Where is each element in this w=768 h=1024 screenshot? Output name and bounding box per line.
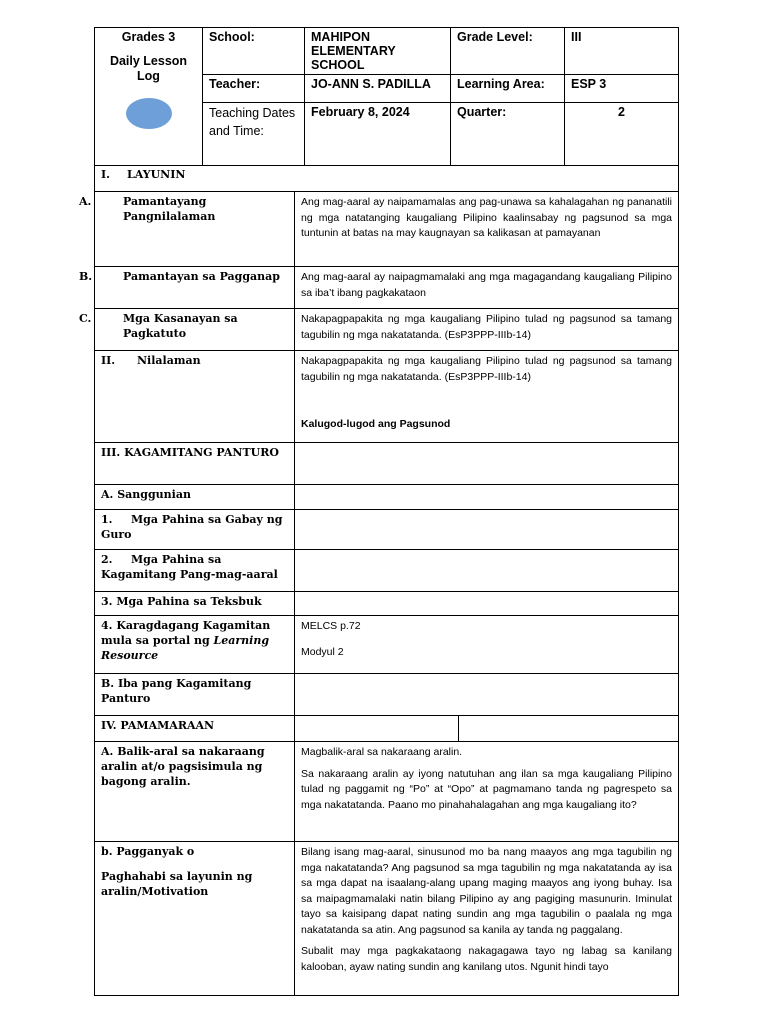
teacher-value: JO-ANN S. PADILLA [305,75,451,103]
modyul-reference: Modyul 2 [301,645,344,658]
balik-aral-p2: Sa nakaraang aralin ay iyong natutuhan ang ilan sa mga kaugaliang Pilipino tulad ng paggamit ng “Po” at “Opo” at pagmamano tanda ng pagrespeto sa mga nakatatanda. Paano mo pinahahalagahan ang mga kaugaliang ito? [301,767,673,811]
mga-kasanayan-label: C. Mga Kasanayan sa Pagkatuto [95,309,295,351]
quarter-label: Quarter: [451,103,565,166]
dates-label: Teaching Dates and Time: [203,103,305,166]
nilalaman-topic: Kalugod-lugod ang Pagsunod [301,418,451,430]
karagdagang-kagamitan-value [295,616,679,674]
karagdagang-kagamitan-label: 4. Karagdagang Kagamitan mula sa portal ng Learning Resource [95,616,295,674]
pamamaraan-cell-2 [459,716,679,742]
kagamitang-pang-mag-aaral-value [295,550,679,592]
gabay-ng-guro-label: 1. Mga Pahina sa Gabay ng Guro [95,510,295,550]
balik-aral-label: A. Balik-aral sa nakaraang aralin at/o pagsisimula ng bagong aralin. [95,742,295,842]
nilalaman-label: II. Nilalaman [95,351,295,443]
school-value: MAHIPON ELEMENTARY SCHOOL [305,28,451,75]
sanggunian-value [295,485,679,510]
kagamitang-panturo-value [295,443,679,485]
grade-level-label: Grade Level: [451,28,565,75]
learning-area-value: ESP 3 [565,75,679,103]
school-logo-icon [126,98,172,129]
nilalaman-value [295,351,679,443]
balik-aral-p1: Magbalik-aral sa nakaraang aralin. [301,746,463,758]
header-table [94,27,679,166]
teksbuk-label: 3. Mga Pahina sa Teksbuk [95,592,295,616]
quarter-value: 2 [565,103,679,166]
dates-value: February 8, 2024 [305,103,451,166]
pamamaraan-heading: IV. PAMAMARAAN [95,716,295,742]
pamamaraan-cell-1 [295,716,459,742]
nilalaman-text: Nakapagpapakita ng mga kaugaliang Pilipino tulad ng pagsunod sa tamang tagubilin ng mga nakatatanda. (EsP3PPP-IIIb-14) [301,355,673,383]
pamantayan-sa-pagganap-label: B. Pamantayan sa Pagganap [95,267,295,309]
pamantayang-pangnilalaman-value: Ang mag-aaral ay naipamamalas ang pag-unawa sa kahalagahan ng pananatili ng mga natatanging kaugaliang Pilipino kaalinsabay ng pagsunod sa mga tuntunin at batas na may kaugnayan sa kalikasan at pamayanan [295,192,679,267]
pamantayan-sa-pagganap-value: Ang mag-aaral ay naipagmamalaki ang mga magagandang kaugaliang Pilipino sa iba’t ibang pagkakataon [295,267,679,309]
teksbuk-value [295,592,679,616]
iba-pang-kagamitan-value [295,674,679,716]
pagganyak-value [295,842,679,996]
grade-title-cell [95,28,203,166]
school-label: School: [203,28,305,75]
gabay-ng-guro-value [295,510,679,550]
balik-aral-value [295,742,679,842]
pagganyak-p2: Subalit may mga pagkakataong nakagagawa tayo ng labag sa kanilang kalooban, ayaw nating sundin ang kanilang utos. Ngunit hindi tayo [301,945,673,973]
pamantayang-pangnilalaman-label: A. Pamantayang Pangnilalaman [95,192,295,267]
grade-level-value: III [565,28,679,75]
iba-pang-kagamitan-label: B. Iba pang Kagamitang Panturo [95,674,295,716]
layunin-heading: I. LAYUNIN [95,166,679,192]
pagganyak-label: b. Pagganyak o Paghahabi sa layunin ng aralin/Motivation [95,842,295,996]
mga-kasanayan-value: Nakapagpapakita ng mga kaugaliang Pilipino tulad ng pagsunod sa tamang tagubilin ng mga nakatatanda. (EsP3PPP-IIIb-14) [295,309,679,351]
learning-area-label: Learning Area: [451,75,565,103]
kagamitang-panturo-heading: III. KAGAMITANG PANTURO [95,443,295,485]
pagganyak-p1: Bilang isang mag-aaral, sinusunod mo ba nang maayos ang mga tagubilin ng mga nakatatanda? Ang pagsunod sa mga tagubilin ng mga nakatatanda ay isa sa mga dapat na isaalang-alang upang maging maayos ang iyong buhay. Isa sa maipagmamalaki natin bilang Pilipino ay ang pagiging masunurin. Iminulat tayo sa kaisipang dapat nating sundin ang mga tagubilin o paalala ng mga nakatatanda sa atin. Ang pagsunod sa kanila ay tanda ng paggalang. [301,846,673,936]
daily-lesson-log [79,27,678,996]
melcs-reference: MELCS p.72 [301,620,361,632]
lesson-body-table [79,165,679,996]
sanggunian-label: A. Sanggunian [95,485,295,510]
log-title: Daily Lesson Log [109,54,188,83]
grade-title: Grades 3 [121,30,176,44]
kagamitang-pang-mag-aaral-label: 2. Mga Pahina sa Kagamitang Pang-mag-aaral [95,550,295,592]
teacher-label: Teacher: [203,75,305,103]
